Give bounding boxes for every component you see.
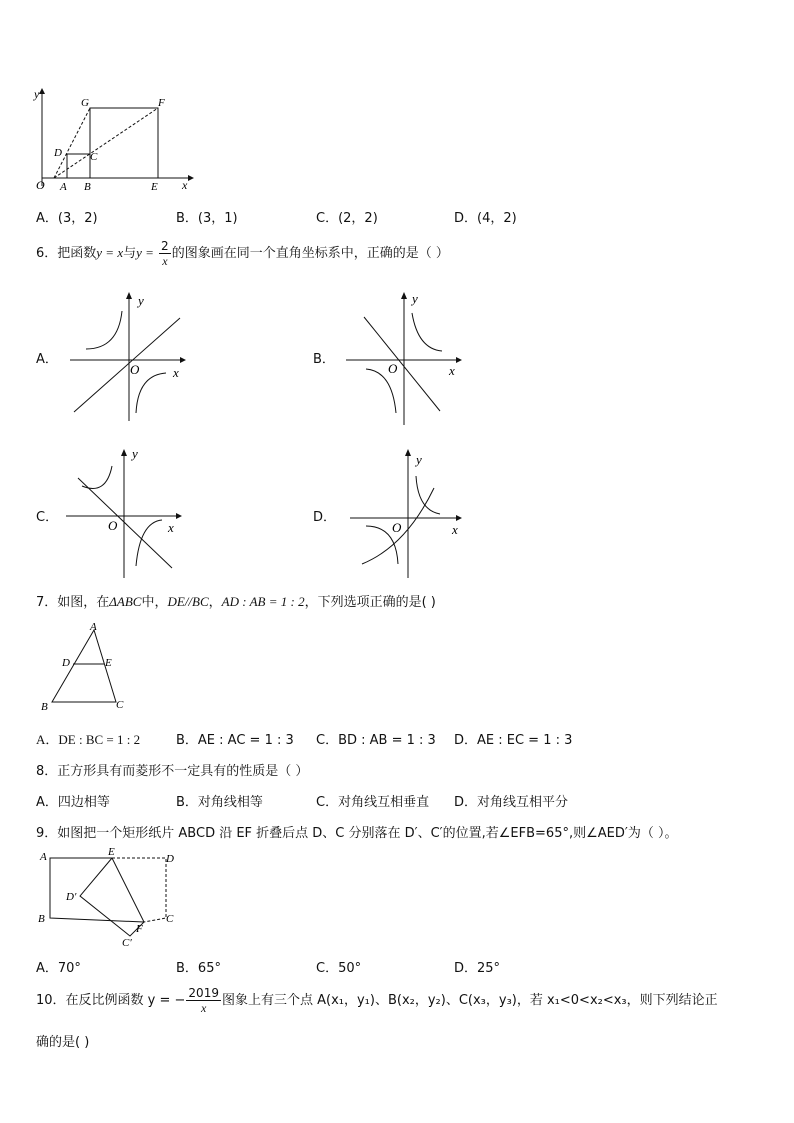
svg-text:C′: C′ — [122, 937, 132, 949]
label-e: E — [151, 181, 158, 193]
q6-option-d[interactable]: D． — [313, 510, 337, 525]
q10-stem-line2: 确的是( ) — [36, 1035, 90, 1050]
q7-stem: 7．如图，在ΔABC中，DE//BC，AD : AB = 1 : 2，下列选项正确的是( ) — [36, 594, 436, 610]
q8-stem: 8．正方形具有而菱形不一定具有的性质是（ ） — [36, 764, 309, 779]
svg-text:O: O — [130, 362, 140, 377]
q6-graph-b[interactable] — [342, 287, 472, 427]
q5-option-b[interactable]: B．(3，1) — [176, 211, 238, 226]
svg-text:B: B — [38, 913, 45, 925]
svg-text:E: E — [105, 657, 112, 669]
svg-text:C: C — [116, 699, 124, 711]
label-b: B — [84, 181, 91, 193]
label-c: C — [90, 151, 98, 163]
svg-text:O: O — [392, 520, 402, 535]
svg-text:F: F — [136, 923, 143, 935]
q7-option-a[interactable]: A．DE : BC = 1 : 2 — [36, 732, 141, 747]
q6-option-a[interactable]: A． — [36, 352, 58, 367]
q9-option-d[interactable]: D．25° — [454, 961, 501, 976]
q5-option-d[interactable]: D．(4，2) — [454, 211, 517, 226]
q8-option-b[interactable]: B．对角线相等 — [176, 795, 263, 810]
svg-text:O: O — [108, 518, 118, 533]
q10-stem: 10．在反比例函数 y = − $\frac{2019}{x}$ 图象上有三个点 A(x₁，y₁)、B(x₂，y₂)、C(x₃，y₃)，若 x₁<0<x₂<x₃，则下列结论正 — [36, 986, 718, 1015]
q7-option-b[interactable]: B．AE : AC = 1 : 3 — [176, 733, 294, 748]
q6-graph-c[interactable] — [62, 446, 192, 581]
q8-option-c[interactable]: C．对角线互相垂直 — [316, 795, 430, 810]
q5-option-a[interactable]: A．(3，2) — [36, 211, 98, 226]
q5-figure — [30, 86, 200, 196]
svg-text:x: x — [173, 365, 179, 380]
q7-option-d[interactable]: D．AE : EC = 1 : 3 — [454, 733, 573, 748]
q8-option-d[interactable]: D．对角线互相平分 — [454, 795, 569, 810]
q7-figure — [38, 622, 138, 714]
square-befg — [90, 108, 158, 178]
q9-figure — [36, 842, 186, 950]
svg-text:D: D — [62, 657, 70, 669]
label-o: O — [36, 178, 45, 192]
q6-graph-d[interactable] — [346, 446, 476, 581]
svg-text:O: O — [388, 361, 398, 376]
svg-text:y: y — [416, 452, 422, 467]
label-g: G — [81, 97, 89, 109]
label-d: D — [54, 147, 62, 159]
q8-option-a[interactable]: A．四边相等 — [36, 795, 110, 810]
svg-text:B: B — [41, 701, 48, 713]
svg-text:y: y — [138, 293, 144, 308]
q6-option-c[interactable]: C． — [36, 510, 59, 525]
q6-stem: 6．把函数y = x与y = $\frac{2}{x}$ 的图象画在同一个直角坐标系中，正确的是（ ） — [36, 239, 449, 268]
svg-text:D: D — [166, 853, 174, 865]
label-a: A — [60, 181, 67, 193]
svg-text:A: A — [90, 621, 97, 633]
label-x: x — [182, 178, 188, 192]
svg-text:D′: D′ — [66, 891, 77, 903]
label-f: F — [158, 97, 165, 109]
square-abcd — [67, 154, 90, 178]
q9-option-b[interactable]: B．65° — [176, 961, 221, 976]
q9-stem: 9．如图把一个矩形纸片 ABCD 沿 EF 折叠后点 D、C 分别落在 D′、C′的位置,若∠EFB=65°,则∠AED′为（ ）。 — [36, 826, 678, 841]
svg-text:y: y — [412, 291, 418, 306]
svg-text:A: A — [40, 851, 47, 863]
q7-option-c[interactable]: C．BD : AB = 1 : 3 — [316, 733, 436, 748]
svg-text:C: C — [166, 913, 174, 925]
svg-text:x: x — [168, 520, 174, 535]
svg-text:E: E — [108, 846, 115, 858]
q6-graph-a[interactable] — [66, 287, 196, 427]
q9-option-a[interactable]: A．70° — [36, 961, 81, 976]
q6-option-b[interactable]: B． — [313, 352, 335, 367]
svg-text:x: x — [449, 363, 455, 378]
svg-text:x: x — [452, 522, 458, 537]
q9-option-c[interactable]: C．50° — [316, 961, 362, 976]
svg-text:y: y — [132, 446, 138, 461]
q5-option-c[interactable]: C．(2，2) — [316, 211, 378, 226]
label-y: y — [34, 87, 40, 101]
